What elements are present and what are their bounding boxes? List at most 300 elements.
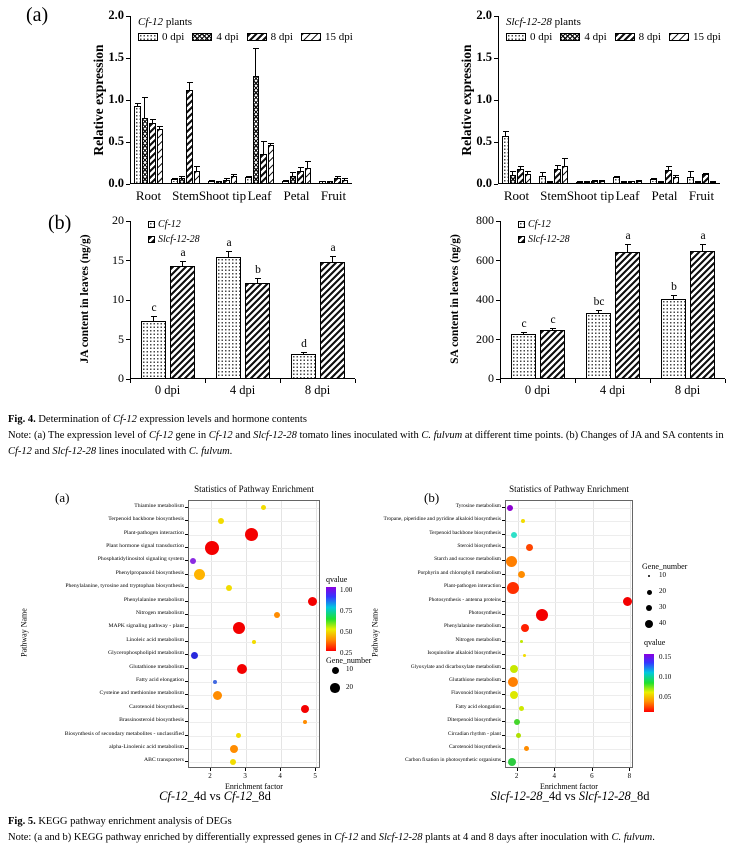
- error-bar: [527, 172, 528, 175]
- bar: [134, 106, 141, 184]
- legend: [518, 219, 570, 249]
- y-tick-mark: [185, 641, 188, 642]
- error-bar: [623, 182, 624, 183]
- chart-sa-content: [368, 207, 736, 412]
- x-tick-mark: [130, 379, 131, 383]
- grid-line-horizontal: [189, 669, 319, 670]
- x-tick-mark: [592, 768, 593, 771]
- legend-label: Cf-12: [158, 219, 181, 230]
- y-axis-label: Pathway Name: [370, 608, 380, 657]
- error-bar-cap: [636, 180, 642, 181]
- error-bar-cap: [651, 178, 657, 179]
- bar: [142, 118, 149, 184]
- y-tick-mark: [496, 300, 500, 301]
- bar: [327, 181, 334, 184]
- x-tick-mark: [210, 768, 211, 771]
- pathway-label: Porphyrin and chlorophyll metabolism: [417, 569, 501, 576]
- pathway-label: Nitrogen metabolism: [455, 636, 501, 643]
- text-segment: Cf-12: [148, 429, 173, 441]
- text-segment: plants: [163, 16, 193, 28]
- pathway-label: Tyrosine metabolism: [455, 502, 501, 509]
- gene-number-dot: [330, 683, 340, 693]
- gene-number-legend-title: Gene_number: [326, 656, 372, 665]
- text-segment: Note: (a and b) KEGG pathway enriched by differentially expressed genes in: [8, 831, 335, 843]
- error-bar: [248, 177, 249, 179]
- grid-line-horizontal: [506, 508, 632, 509]
- y-tick-mark: [126, 300, 130, 301]
- figure5-caption: [8, 814, 732, 830]
- chart-expression-cf12: [0, 0, 368, 207]
- error-bar-cap: [283, 180, 289, 181]
- error-bar-cap: [510, 171, 516, 172]
- category-label: 4 dpi: [599, 383, 626, 397]
- y-tick-mark: [502, 721, 505, 722]
- data-point: [507, 505, 513, 511]
- error-bar: [598, 311, 599, 315]
- y-tick-label: 2.0: [108, 8, 124, 22]
- kegg-b-subcaption: [410, 789, 730, 804]
- grid-line-horizontal: [189, 508, 319, 509]
- bar: [636, 181, 643, 184]
- data-point: [252, 640, 256, 644]
- pathway-label: Plant-pathogen interaction: [443, 583, 501, 590]
- grid-line-vertical: [316, 501, 317, 767]
- category-label: 8 dpi: [304, 383, 331, 397]
- y-tick-mark: [502, 694, 505, 695]
- grid-line-horizontal: [189, 709, 319, 710]
- grid-line-horizontal: [189, 521, 319, 522]
- error-bar-cap: [688, 171, 694, 172]
- grid-line-vertical: [630, 501, 631, 767]
- pathway-label: Photosynthesis - antenna proteins: [428, 596, 501, 603]
- y-tick-label: 5: [118, 331, 124, 346]
- text-segment: Cf-12: [138, 16, 164, 28]
- error-bar-cap: [150, 119, 156, 120]
- gene-number-label: 10: [346, 665, 353, 673]
- category-label: Root: [135, 188, 162, 203]
- error-bar: [159, 127, 160, 130]
- significance-letter: c: [521, 317, 527, 330]
- y-tick-mark: [502, 534, 505, 535]
- legend-title: [138, 16, 357, 28]
- text-segment: Slcf-12-28: [52, 445, 97, 457]
- y-tick-mark: [185, 547, 188, 548]
- bar: [186, 90, 193, 184]
- error-bar-cap: [298, 167, 304, 168]
- x-tick-label: 3: [243, 772, 247, 780]
- text-segment: expression levels and hormone contents: [136, 414, 307, 425]
- error-bar: [697, 182, 698, 183]
- error-bar-cap: [518, 166, 524, 167]
- y-tick-mark: [502, 668, 505, 669]
- text-segment: _8d: [630, 789, 650, 803]
- bar: [253, 76, 260, 184]
- error-bar: [627, 245, 628, 253]
- grid-line-horizontal: [189, 655, 319, 656]
- error-bar: [300, 168, 301, 172]
- y-tick-mark: [502, 748, 505, 749]
- y-tick-mark: [496, 339, 500, 340]
- error-bar-cap: [503, 131, 509, 132]
- grid-line-horizontal: [189, 602, 319, 603]
- data-point: [521, 624, 529, 632]
- error-bar-cap: [599, 180, 605, 181]
- error-bar-cap: [577, 181, 583, 182]
- y-tick-label: 0.0: [476, 176, 492, 190]
- bar: [591, 181, 598, 184]
- category-label: Leaf: [247, 188, 272, 203]
- text-segment: C. fulvum: [188, 445, 230, 457]
- gene-number-dot: [332, 667, 339, 674]
- grid-line-horizontal: [506, 535, 632, 536]
- significance-letter: c: [550, 313, 556, 326]
- bar: [658, 182, 665, 184]
- plot-title: Statistics of Pathway Enrichment: [509, 484, 629, 494]
- text-segment: .: [652, 831, 655, 843]
- x-tick-mark: [245, 768, 246, 771]
- pathway-label: Plant-pathogen interaction: [123, 529, 184, 536]
- grid-line-horizontal: [189, 682, 319, 683]
- text-segment: Cf-12: [8, 445, 32, 457]
- bar: [650, 179, 657, 184]
- bar: [517, 169, 524, 184]
- error-bar-cap: [625, 244, 631, 245]
- legend-swatch: [615, 33, 635, 41]
- text-segment: tomato lines inoculated with: [296, 429, 422, 441]
- pathway-label: Glutathione metabolism: [129, 663, 184, 670]
- text-segment: Slcf-12-28: [578, 789, 631, 803]
- data-point: [508, 758, 516, 766]
- error-bar-cap: [301, 352, 307, 353]
- error-bar-cap: [151, 316, 157, 317]
- legend-label: 15 dpi: [692, 31, 721, 43]
- legend-swatch: [247, 33, 267, 41]
- x-tick-label: 5: [313, 772, 317, 780]
- grid-line-horizontal: [189, 575, 319, 576]
- pathway-label: Brassinosteroid biosynthesis: [119, 717, 184, 724]
- y-tick-mark: [185, 654, 188, 655]
- category-label: Shoot tip: [566, 188, 615, 203]
- error-bar-cap: [335, 176, 341, 177]
- y-tick-label: 10: [112, 292, 124, 306]
- y-tick-mark: [126, 339, 130, 340]
- data-point: [301, 705, 309, 713]
- error-bar: [542, 173, 543, 176]
- y-tick-mark: [126, 142, 130, 143]
- pathway-label: Isoquinoline alkaloid biosynthesis: [427, 650, 501, 657]
- error-bar-cap: [596, 310, 602, 311]
- data-point: [230, 745, 238, 753]
- y-tick-mark: [494, 142, 498, 143]
- legend-label: 8 dpi: [638, 31, 661, 43]
- bar: [268, 145, 275, 184]
- data-point: [506, 556, 517, 567]
- y-tick-mark: [502, 708, 505, 709]
- error-bar-cap: [562, 158, 568, 159]
- pathway-label: Tropane, piperidine and pyridine alkaloid biosynthesis: [383, 516, 501, 523]
- y-tick-mark: [502, 574, 505, 575]
- y-tick-mark: [502, 735, 505, 736]
- error-bar-cap: [209, 180, 215, 181]
- pathway-label: Phenylalanine metabolism: [443, 623, 501, 630]
- text-segment: and: [232, 429, 254, 441]
- category-label: Root: [503, 188, 530, 203]
- y-tick-mark: [496, 260, 500, 261]
- kegg-dotplot-b: [368, 478, 736, 808]
- y-tick-mark: [126, 58, 130, 59]
- y-tick-mark: [494, 58, 498, 59]
- y-tick-mark: [185, 534, 188, 535]
- y-tick-label: 600: [476, 252, 494, 267]
- pathway-label: Carbon fixation in photosynthetic organisms: [404, 757, 501, 764]
- grid-line-horizontal: [189, 695, 319, 696]
- error-bar-cap: [305, 161, 311, 162]
- legend-swatch: [518, 236, 525, 243]
- figure4-note: [8, 428, 732, 460]
- pathway-label: Linoleic acid metabolism: [126, 636, 184, 643]
- y-tick-mark: [185, 614, 188, 615]
- text-segment: Cf-12: [223, 789, 253, 803]
- error-bar-cap: [547, 181, 553, 182]
- significance-letter: a: [226, 237, 232, 250]
- grid-line-horizontal: [189, 628, 319, 629]
- error-bar: [616, 177, 617, 179]
- pathway-label: Thiamine metabolism: [134, 502, 184, 509]
- grid-line-horizontal: [506, 615, 632, 616]
- y-tick-mark: [502, 587, 505, 588]
- error-bar-cap: [216, 181, 222, 182]
- grid-line-vertical: [246, 501, 247, 767]
- text-segment: _4d vs: [542, 789, 579, 803]
- text-segment: Slcf-12-28: [253, 429, 297, 441]
- bar: [510, 175, 517, 184]
- error-bar: [505, 132, 506, 137]
- category-label: Stem: [172, 188, 199, 203]
- error-bar-cap: [584, 181, 590, 182]
- y-tick-mark: [185, 560, 188, 561]
- gene-number-label: 20: [346, 683, 353, 691]
- text-segment: Slcf-12-28: [490, 789, 543, 803]
- legend-items: [506, 31, 725, 43]
- error-bar: [512, 172, 513, 176]
- error-bar-cap: [179, 176, 185, 177]
- gene-number-dot: [648, 575, 651, 578]
- pathway-label: ABC transporters: [144, 757, 184, 764]
- error-bar: [255, 49, 256, 78]
- data-point: [236, 733, 241, 738]
- legend-swatch: [669, 33, 689, 41]
- category-label: Petal: [283, 188, 310, 203]
- bar: [245, 177, 252, 184]
- bar: [141, 301, 166, 379]
- error-bar: [153, 317, 154, 322]
- x-tick-mark: [500, 379, 501, 383]
- pathway-label: Diterpenoid biosynthesis: [447, 717, 501, 724]
- data-point: [274, 612, 280, 618]
- error-bar: [257, 279, 258, 284]
- error-bar: [329, 182, 330, 183]
- category-label: 0 dpi: [524, 383, 551, 397]
- grid-line-horizontal: [189, 588, 319, 589]
- x-tick-mark: [650, 379, 651, 383]
- pathway-label: Phosphatidylinositol signaling system: [97, 556, 184, 563]
- error-bar: [303, 353, 304, 355]
- bar: [157, 129, 164, 184]
- gene-number-dot: [645, 620, 653, 628]
- significance-letter: b: [671, 281, 677, 294]
- bar: [170, 246, 195, 379]
- y-tick-mark: [126, 184, 130, 185]
- bar: [615, 230, 640, 379]
- x-tick-mark: [205, 379, 206, 383]
- data-point: [518, 571, 525, 578]
- y-tick-mark: [126, 221, 130, 222]
- chart-expression-slcf: [368, 0, 736, 207]
- error-bar: [564, 159, 565, 167]
- bar: [695, 182, 702, 184]
- error-bar: [601, 181, 602, 182]
- error-bar: [292, 173, 293, 176]
- error-bar: [181, 177, 182, 179]
- grid-line-horizontal: [506, 736, 632, 737]
- error-bar-cap: [246, 176, 252, 177]
- pathway-label: Circadian rhythm - plant: [447, 730, 501, 737]
- error-bar-cap: [226, 251, 232, 252]
- error-bar: [211, 181, 212, 182]
- text-segment: Cf-12: [113, 414, 137, 425]
- error-bar: [594, 181, 595, 182]
- pathway-label: Cysteine and methionine metabolism: [99, 690, 184, 697]
- bar: [661, 281, 686, 379]
- bar: [342, 180, 349, 184]
- pathway-label: Carotenoid biosynthesis: [129, 703, 184, 710]
- legend-title: [506, 16, 725, 28]
- bar: [690, 230, 715, 379]
- bar: [179, 178, 186, 184]
- y-tick-label: 0.5: [108, 134, 124, 148]
- data-point: [514, 719, 520, 725]
- y-tick-mark: [185, 761, 188, 762]
- category-label: 0 dpi: [154, 383, 181, 397]
- bar: [231, 176, 238, 184]
- error-bar-cap: [320, 181, 326, 182]
- error-bar: [332, 257, 333, 263]
- text-segment: lines inoculated with: [96, 445, 189, 457]
- error-bar-cap: [550, 328, 556, 329]
- figure5-panel-a-label: (a): [55, 490, 70, 505]
- bar: [502, 136, 509, 184]
- data-point: [190, 558, 196, 564]
- text-segment: C. fulvum: [421, 429, 463, 441]
- plot-area: [505, 500, 633, 768]
- gene-number-label: 10: [659, 571, 666, 579]
- y-tick-label: 1.0: [476, 92, 492, 106]
- x-tick-mark: [315, 768, 316, 771]
- gene-number-label: 20: [659, 587, 666, 595]
- legend-swatch: [518, 221, 525, 228]
- plot-area: [188, 500, 320, 768]
- data-point: [519, 706, 524, 711]
- error-bar-cap: [330, 256, 336, 257]
- x-tick-label: 6: [590, 772, 594, 780]
- bar: [208, 181, 215, 184]
- y-tick-label: 200: [476, 331, 494, 346]
- y-tick-mark: [185, 721, 188, 722]
- grid-line-horizontal: [506, 669, 632, 670]
- figure5-panel-b-label: (b): [424, 490, 440, 505]
- data-point: [205, 541, 219, 555]
- error-bar: [144, 98, 145, 118]
- error-bar-cap: [621, 181, 627, 182]
- data-point: [213, 691, 222, 700]
- error-bar: [228, 252, 229, 258]
- text-segment: Cf-12: [334, 831, 359, 843]
- legend-label: Slcf-12-28: [528, 234, 570, 245]
- bar: [216, 181, 223, 184]
- pathway-label: Flavonoid biosynthesis: [451, 690, 501, 697]
- bar: [540, 313, 565, 379]
- bar: [194, 171, 201, 184]
- legend-items: [138, 31, 357, 43]
- qvalue-legend-title: qvalue: [644, 638, 666, 647]
- y-tick-label: 20: [112, 213, 124, 227]
- data-point: [510, 665, 518, 673]
- pathway-label: Plant hormone signal transduction: [106, 542, 184, 549]
- y-axis-label: Relative expression: [459, 44, 474, 156]
- y-tick-label: 1.0: [108, 92, 124, 106]
- bar: [539, 176, 546, 184]
- pathway-label: Phenylalanine, tyrosine and tryptophan biosynthesis: [65, 583, 184, 590]
- data-point: [516, 733, 521, 738]
- error-bar: [337, 177, 338, 180]
- grid-line-horizontal: [506, 548, 632, 549]
- grid-line-horizontal: [506, 722, 632, 723]
- error-bar-cap: [180, 261, 186, 262]
- y-tick-label: 1.5: [476, 50, 492, 64]
- error-bar-cap: [525, 171, 531, 172]
- grid-line-horizontal: [506, 682, 632, 683]
- bar: [586, 295, 611, 379]
- error-bar: [557, 166, 558, 170]
- figure4-caption-block: [8, 412, 732, 459]
- figure5-note: [8, 830, 732, 846]
- y-tick-mark: [126, 260, 130, 261]
- error-bar: [233, 175, 234, 178]
- error-bar: [307, 162, 308, 170]
- error-bar-cap: [255, 278, 261, 279]
- error-bar-cap: [614, 176, 620, 177]
- data-point: [237, 664, 247, 674]
- pathway-label: Fatty acid elongation: [455, 703, 501, 710]
- bar: [319, 181, 326, 184]
- gene-number-legend-title: Gene_number: [642, 562, 688, 571]
- gene-number-dot: [647, 590, 652, 595]
- legend-label: 4 dpi: [216, 31, 239, 43]
- error-bar-cap: [142, 97, 148, 98]
- category-label: Petal: [651, 188, 678, 203]
- bar: [525, 174, 532, 184]
- pathway-label: Steroid biosynthesis: [457, 542, 501, 549]
- error-bar: [712, 182, 713, 183]
- qvalue-gradient: [644, 654, 654, 712]
- y-tick-mark: [502, 547, 505, 548]
- error-bar-cap: [157, 126, 163, 127]
- x-axis-label: Enrichment factor: [225, 782, 283, 791]
- x-tick-mark: [280, 379, 281, 383]
- category-label: Stem: [540, 188, 567, 203]
- text-segment: Note: (a) The expression level of: [8, 429, 149, 441]
- y-tick-mark: [185, 668, 188, 669]
